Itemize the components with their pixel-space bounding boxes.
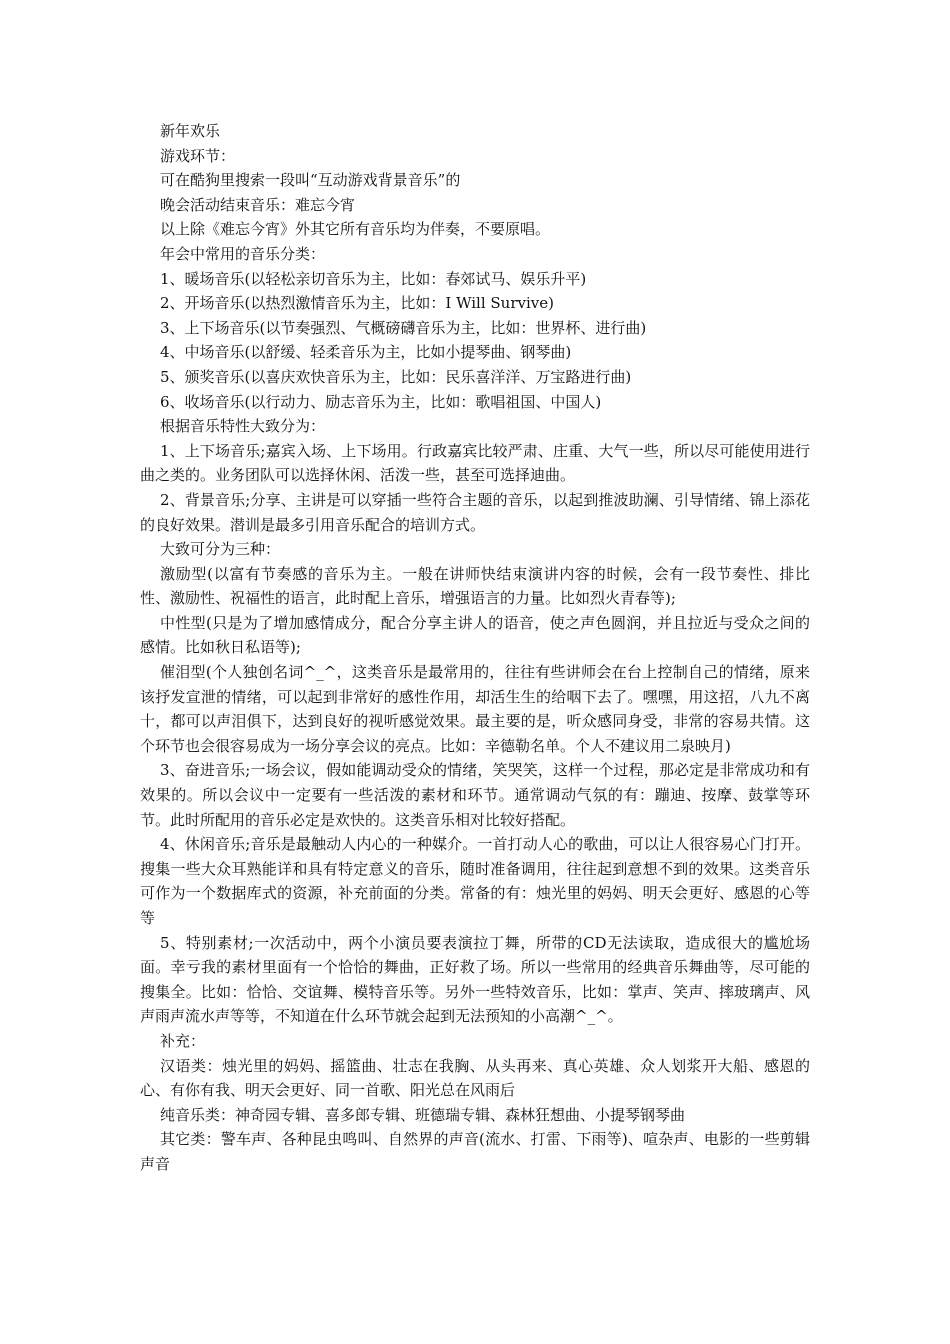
- section-heading: 年会中常用的音乐分类：: [160, 244, 326, 263]
- section-heading: 根据音乐特性大致分为：: [160, 417, 326, 436]
- list-item: 5、颁奖音乐(以喜庆欢快音乐为主，比如：民乐喜洋洋、万宝路进行曲): [160, 367, 632, 386]
- paragraph: 中性型(只是为了增加感情成分，配合分享主讲人的语音，使之声色圆润，并且拉近与受众之间的感情。比如秋日私语等);: [140, 613, 810, 657]
- paragraph: 1、上下场音乐;嘉宾入场、上下场用。行政嘉宾比较严肃、庄重、大气一些，所以尽可能使用进行曲之类的。业务团队可以选择休闲、活泼一些，甚至可选择迪曲。: [140, 441, 810, 485]
- paragraph: 2、背景音乐;分享、主讲是可以穿插一些符合主题的音乐，以起到推波助澜、引导情绪、锦上添花的良好效果。潜训是最多引用音乐配合的培训方式。: [140, 490, 810, 534]
- paragraph: 4、休闲音乐;音乐是最触动人内心的一种媒介。一首打动人心的歌曲，可以让人很容易心门打开。搜集一些大众耳熟能详和具有特定意义的音乐，随时准备调用，往往起到意想不到的效果。这类音乐可作为一个数据库式的资源，补充前面的分类。常备的有：烛光里的妈妈、明天会更好、感恩的心等等: [140, 835, 810, 927]
- heading-new-year: 新年欢乐: [160, 122, 221, 140]
- list-item: 2、开场音乐(以热烈激情音乐为主，比如：I Will Survive): [160, 294, 554, 313]
- paragraph: 汉语类：烛光里的妈妈、摇篮曲、壮志在我胸、从头再来、真心英雄、众人划浆开大船、感恩的心、有你有我、明天会更好、同一首歌、阳光总在风雨后: [140, 1056, 810, 1100]
- section-heading: 大致可分为三种：: [160, 540, 281, 559]
- paragraph: 催泪型(个人独创名词^_^，这类音乐是最常用的，往往有些讲师会在台上控制自己的情绪，原来该抒发宣泄的情绪，可以起到非常好的感性作用，却活生生的给咽下去了。嘿嘿，用这招，八九不离十，都可以声泪俱下，达到良好的视听感觉效果。最主要的是，听众感同身受，非常的容易共情。这个环节也会很容易成为一场分享会议的亮点。比如：辛德勒名单。个人不建议用二泉映月): [140, 663, 810, 755]
- paragraph: 以上除《难忘今宵》外其它所有音乐均为伴奏，不要原唱。: [160, 220, 551, 239]
- paragraph: 5、特别素材;一次活动中，两个小演员要表演拉丁舞，所带的CD无法读取，造成很大的尴尬场面。幸亏我的素材里面有一个恰恰的舞曲，正好救了场。所以一些常用的经典音乐舞曲等，尽可能的搜集全。比如：恰恰、交谊舞、模特音乐等。另外一些特效音乐，比如：掌声、笑声、摔玻璃声、风声雨声流水声等等，不知道在什么环节就会起到无法预知的小高潮^_^。: [140, 933, 810, 1026]
- paragraph: 纯音乐类：神奇园专辑、喜多郎专辑、班德瑞专辑、森林狂想曲、小提琴钢琴曲: [160, 1105, 686, 1124]
- paragraph: 其它类：警车声、各种昆虫鸣叫、自然界的声音(流水、打雷、下雨等)、喧杂声、电影的一些剪辑声音: [140, 1130, 810, 1173]
- list-item: 6、收场音乐(以行动力、励志音乐为主，比如：歌唱祖国、中国人): [160, 392, 602, 411]
- list-item: 4、中场音乐(以舒缓、轻柔音乐为主，比如小提琴曲、钢琴曲): [160, 343, 572, 362]
- paragraph: 3、奋进音乐;一场会议，假如能调动受众的情绪，笑哭笑，这样一个过程，那必定是非常成功和有效果的。所以会议中一定要有一些活泼的素材和环节。通常调动气氛的有：蹦迪、按摩、鼓掌等环节。此时所配用的音乐必定是欢快的。这类音乐相对比较好搭配。: [140, 761, 810, 829]
- paragraph: 晚会活动结束音乐：难忘今宵: [160, 195, 356, 214]
- section-heading: 补充：: [160, 1031, 206, 1050]
- list-item: 3、上下场音乐(以节奏强烈、气概磅礴音乐为主，比如：世界杯、进行曲): [160, 318, 647, 337]
- document-page: [140, 119, 810, 1177]
- paragraph: 激励型(以富有节奏感的音乐为主。一般在讲师快结束演讲内容的时候，会有一段节奏性、排比性、激励性、祝福性的语言，此时配上音乐，增强语言的力量。比如烈火青春等);: [140, 564, 810, 608]
- paragraph: 可在酷狗里搜索一段叫“互动游戏背景音乐”的: [160, 171, 461, 190]
- heading-game-section: 游戏环节：: [160, 146, 236, 165]
- list-item: 1、暖场音乐(以轻松亲切音乐为主，比如：春郊试马、娱乐升平): [160, 269, 587, 288]
